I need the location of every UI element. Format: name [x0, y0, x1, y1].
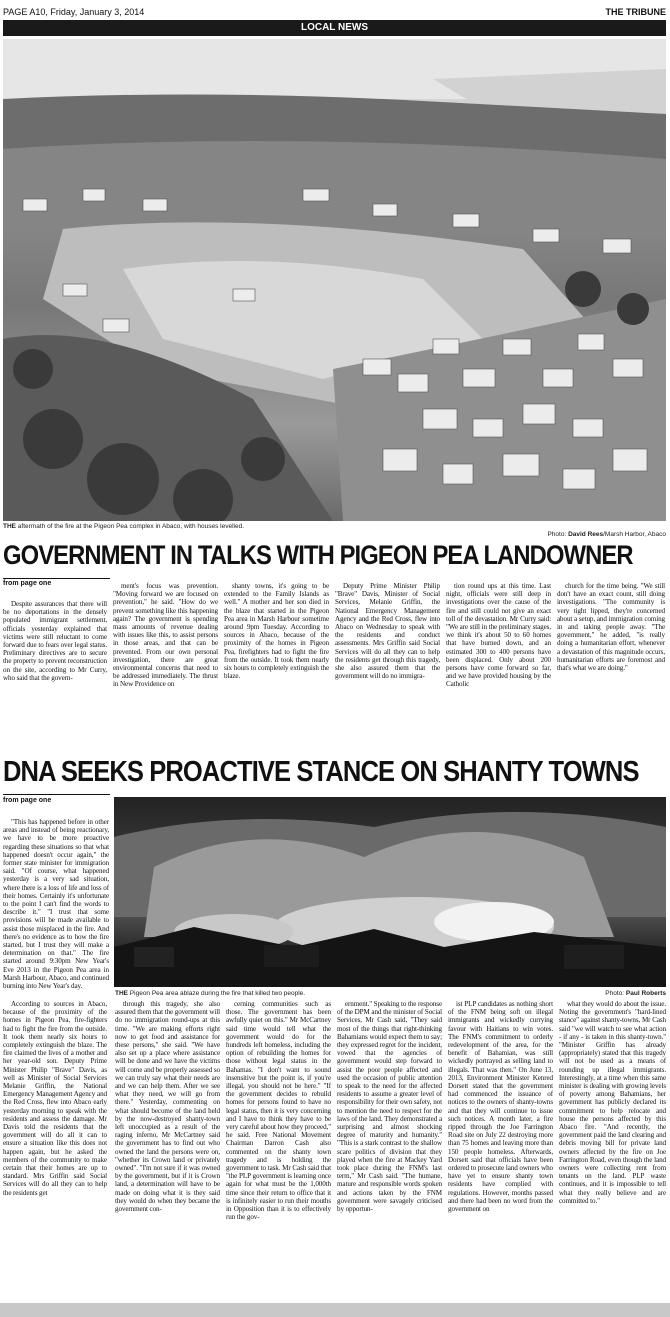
- page-header: [3, 4, 666, 19]
- divider: [3, 794, 110, 795]
- page-footer-bar: [0, 1303, 670, 1317]
- story1-column-6: church for the time being. "We still don't have an exact count, still doing investigations. "The community is very tight lipped, they're concerned about a setup, and immigration coming in and taking people away. "The government," he added, "is really doing a humanitarian effort, whenever a devastation of this magnitude occurs, humanitarian efforts are foremost and that's what we are doing.": [557, 582, 665, 673]
- fire-ablaze-photo: [114, 797, 666, 987]
- section-banner: LOCAL NEWS: [3, 20, 666, 36]
- credit-name-2: Paul Roberts: [625, 990, 666, 997]
- headline-dna-stance: DNA SEEKS PROACTIVE STANCE ON SHANTY TOWNS: [3, 756, 639, 788]
- from-page-one-2: from page one: [3, 797, 52, 804]
- photo-caption-2: [115, 990, 305, 997]
- credit-name: David Rees: [568, 531, 604, 538]
- from-page-one: from page one: [3, 580, 52, 587]
- story1-column-2: ment's focus was prevention. "Moving forward we are focused on prevention," he said. "How do we prevent something like this happening again? The government is spending mass amounts of revenue dealing with issues like this, to assist persons in those areas, and that can be prevented. From our own personal investigation, there are great environmental concerns that need to be addressed immediately. The thrust in New Providence on: [113, 582, 218, 689]
- photo-caption: [3, 523, 244, 530]
- story1-column-4: Deputy Prime Minister Philip "Brave" Davis, Minister of Social Services, Melanie Griffin, the National Emergency Management Agency and the Red Cross, flew into Abaco on Wednesday to speak with the residents and conduct assessments. Mrs Griffin said Social Services will do all they can to help the residents get through this tragedy, she also assured them that the government will do no immigra-: [335, 582, 440, 681]
- credit-label-2: Photo:: [605, 990, 626, 997]
- story1-column-1: Despite assurances that there will be no deportations in the densely populated immigrant settlement, officials yesterday explained that victims were still reluctant to come forward due to fears over legal status. Preliminary directives are to secure the property to prevent reconstruction on the site, according to Mr Curry, who said that the govern-: [3, 600, 107, 682]
- story2-column-1: According to sources in Abaco, because of the proximity of the homes in Pigeon Pea, fire-fighters had to fight the fire from the outside. It took them nearly six hours to completely extinguish the blaze. The fire claimed the lives of a mother and her year-old son. Deputy Prime Minister Philip "Brave" Davis, as well as Minister of Social Services Melanie Griffin, the National Emergency Management Agency and the Red Cross, flew into Abaco early yesterday morning to speak with the residents and assess the damage. Mr Davis told the residents that the government will do all it can to ensure a situation like this does not happen again, but he asked the members of the community to make certain that their homes are up to standard. Mrs Griffin said Social Services will do all they can to help the residents get: [3, 1000, 107, 1197]
- photo-credit-2: [605, 990, 666, 997]
- caption-text-2: Pigeon Pea area ablaze during the fire that killed two people.: [128, 990, 306, 997]
- newspaper-name: THE TRIBUNE: [605, 7, 666, 17]
- aerial-fire-photo: [3, 39, 666, 521]
- headline-government-talks: GOVERNMENT IN TALKS WITH PIGEON PEA LANDOWNER: [3, 540, 633, 570]
- story2-column-6: what they would do about the issue. Noting the government's "hard-lined stance" against shanty-towns, Mr Cash said "we will watch to see what action - if any - is taken in this shanty-town." "Minister Griffin has already (appropriately) stated that this tragedy will not be used as a means of rounding up illegal immigrants. Interestingly, at a time when this same minister is dealing with growing levels of poverty among Bahamians, her government has publicly declared its commitment to help relocate and house the persons affected by this Abaco fire. "And recently, the government paid the land clearing and debris moving bill for private land owners affected by the fire on Joe Farrington Road, even though the land owners were collecting rent from tenants on the land. PLP waste continues, and it is impossible to tell what they really believe and are committed to.": [559, 1000, 666, 1205]
- caption-text: aftermath of the fire at the Pigeon Pea complex in Abaco, with houses levelled.: [16, 523, 244, 530]
- story2-column-2: through this tragedy, she also assured them that the government will do no immigration round-ups at this time. "We are making efforts right now to get food and assistance for these persons," she said. "We have also set up a place where assistance will be done and we have the victims will come and be properly assessed so we can truly say what their needs are and we can help them. After we see what they need, we will go from there." Yesterday, commenting on what should become of the land held by the now-destroyed shanty-town left unoccupied as a result of the raging inferno, Mr McCartney said the government has to find out who owned the land the persons were on, "whether its Crown land or privately owned". "I'm not sure if it was owned by the government, but if it is Crown land, a determination will have to be made on doing what it is they said they would do when they became the government con-: [115, 1000, 220, 1214]
- story2-left-column: "This has happened before in other areas and instead of being reactionary, we have to be more proactive regarding these situations so that what happened doesn't occur again," the former state minister for immigration said. "Of course, what happened yesterday is a very sad situation, where there is a loss of life and loss of their homes. Certainly it's unfortunate to the point I can't find the words to describe it." "I trust that some provisions will be made available to assist those misplaced in the fire. And there's no evidence as to how the fire started, but I trust they will make a determination on that." The fire started around 9:30pm New Year's Eve 2013 in the Pigeon Pea area in Marsh Harbour, Abaco, and continued burning into New Year's day.: [3, 818, 109, 991]
- story2-column-3: cerning communities such as those. The government has been awfully quiet on this." Mr McCartney said time would tell what the government would do for the hundreds left homeless, including the option of rebuilding the homes for those without legal status in the Bahamas. "I don't want to sound insensitive but the point is, if you're illegal, you should not be here." "If the government decides to rebuild homes for persons found to have no legal status, then it is very concerning and I have to think they have to be very careful about how they proceed," he said. Free National Movement Chairman Darron Cash also commented on the shanty town tragedy and is holding the government to task. Mr Cash said that "the PLP government is learning once again for what must be the 1,000th time since their return to office that it is infinitely easier to run their mouths in Opposition than it is to effectively run the gov-: [226, 1000, 331, 1222]
- page-info: PAGE A10, Friday, January 3, 2014: [3, 7, 145, 17]
- credit-rest: /Marsh Harbor, Abaco: [603, 531, 666, 538]
- story1-column-5: tion round ups at this time. Last night, officials were still deep in investigations over the cause of the fire and still could not give an exact toll of the devastation. Mr Curry said: "We are still in the preliminary stages, we think it's about 50 to 60 homes that have burned down, and an estimated 300 to 400 persons have been displaced. Only about 200 persons have come forward so far, and we have provided housing by the Catholic: [446, 582, 551, 689]
- story1-column-3: shanty towns, it's going to be extended to the Family Islands as well." A mother and her son died in the blaze that started in the Pigeon Pea area in Marsh Harbour sometime around 9pm Tuesday. According to sources in Abaco, because of the proximity of the homes in Pigeon Pea, firefighters had to fight the fire from the outside. It took them nearly six hours to completely extinguish the blaze.: [224, 582, 329, 681]
- photo-credit: [547, 531, 666, 538]
- story2-column-4: ernment." Speaking to the response of the DPM and the minister of Social Services, Mr Cash said, "They said most of the things that right-thinking Bahamians would expect them to say; they expressed regret for the incident, vowed that the agencies of government would step forward to assist the poor people affected and used the occasion of public attention to speak to the need for the affected residents to assume a greater level of responsibility for their own safety, not to mention the need to respect for the laws of the land. They demonstrated a surprising and almost shocking degree of maturity and humanity." "This is a stark contrast to the shallow scare politics of division that they played when the fire at Mackey Yard took place during the FNM's last term," Mr Cash said. "The humane, mature and responsible words spoken and actions taken by the FNM government were savagely criticised by opportun-: [337, 1000, 442, 1214]
- credit-label: Photo:: [547, 531, 569, 538]
- caption-lead: THE: [3, 523, 16, 530]
- divider: [3, 578, 110, 579]
- caption-lead-2: THE: [115, 990, 128, 997]
- story2-column-5: ist PLP candidates as nothing short of the FNM being soft on illegal immigrants and wickedly currying favour with Haitians to win votes. The FNM's commitment to orderly redevelopment of the area, for the benefit of Bahamian, was still wickedly portrayed as selling land to illegals. That was then." On June 13, 2013, Environment Minister Kenred Dorsett stated that the government had commenced the issuance of notices to the owners of shanty-towns and that they will continue to issue such notices. A month later, a fire ripped through the Joe Farrington Road site on July 22 destroying more than 75 homes and leaving more than 150 people homeless. Afterwards, Dorsett said that officials have been ordered to prosecute land owners who have yet to ensure shanty town residents have complied with regulations. However, months passed and there had been no word from the government on: [448, 1000, 553, 1214]
